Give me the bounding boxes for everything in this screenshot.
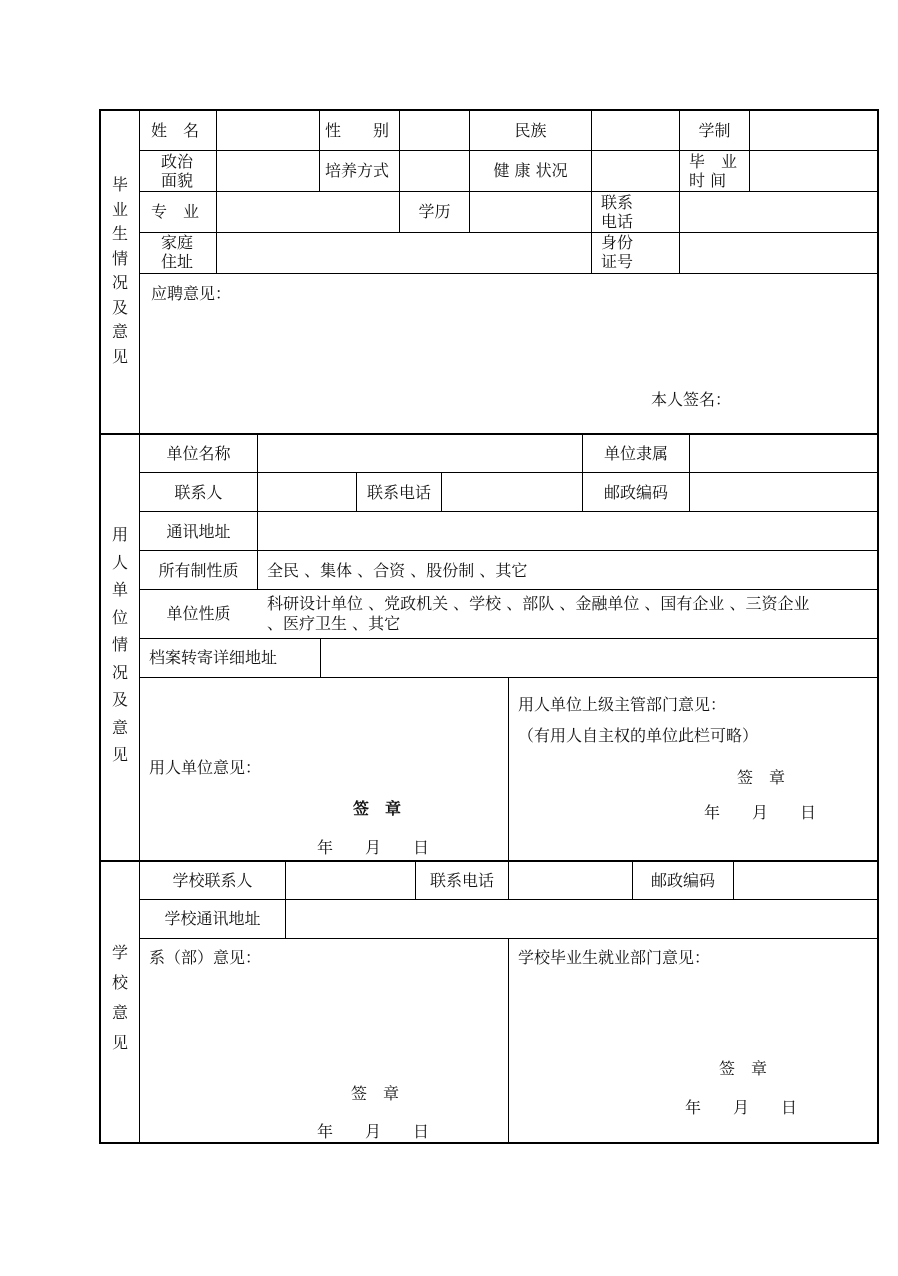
health-label: 健 康 状况 xyxy=(493,161,568,180)
department-opinion-label: 系（部）意见： xyxy=(149,948,262,967)
unit-name-field[interactable] xyxy=(258,435,582,472)
unit-affiliation-label: 单位隶属 xyxy=(603,444,668,463)
political-status-label-l1: 政治 xyxy=(161,152,194,171)
employer-phone-field[interactable] xyxy=(442,473,582,511)
contact-person-label: 联系人 xyxy=(174,483,223,502)
department-date: 年 月 日 xyxy=(317,1122,430,1141)
employer-phone-label: 联系电话 xyxy=(366,483,431,502)
ownership-options[interactable]: 全民 、集体 、合资 、股份制 、其它 xyxy=(267,561,528,580)
id-number-label-l2: 证号 xyxy=(601,252,634,271)
ethnicity-field[interactable] xyxy=(592,111,679,150)
political-status-label-l2: 面貌 xyxy=(161,171,194,190)
schooling-label: 学制 xyxy=(698,121,731,140)
school-contact-label: 学校联系人 xyxy=(172,871,253,890)
supervisor-seal-label: 签 章 xyxy=(737,768,786,787)
unit-name-label: 单位名称 xyxy=(166,444,231,463)
unit-type-options-line1[interactable]: 科研设计单位 、党政机关 、学校 、部队 、金融单位 、国有企业 、三资企业 xyxy=(267,594,810,613)
education-label: 学历 xyxy=(418,202,451,221)
home-address-field[interactable] xyxy=(217,233,591,273)
employer-section-label: 用人单位情况及意见 xyxy=(111,525,128,764)
ownership-label: 所有制性质 xyxy=(158,561,239,580)
health-field[interactable] xyxy=(592,151,679,191)
major-field[interactable] xyxy=(217,192,399,232)
application-opinion-label: 应聘意见： xyxy=(151,284,232,303)
supervisor-note: （有用人自主权的单位此栏可略） xyxy=(518,726,759,745)
employer-opinion-label: 用人单位意见： xyxy=(149,758,262,777)
contact-phone-field[interactable] xyxy=(680,192,877,232)
schooling-field[interactable] xyxy=(750,111,877,150)
employment-agreement-form xyxy=(99,109,879,1144)
application-opinion-field[interactable] xyxy=(140,306,877,386)
school-contact-field[interactable] xyxy=(286,862,415,899)
archive-address-field[interactable] xyxy=(321,639,877,677)
row-divider xyxy=(139,273,877,274)
department-seal-label: 签 章 xyxy=(351,1084,400,1103)
name-field[interactable] xyxy=(217,111,319,150)
training-mode-field[interactable] xyxy=(400,151,469,191)
gender-label: 性 别 xyxy=(325,121,390,140)
employer-seal-label: 签 章 xyxy=(353,799,402,818)
signature-label: 本人签名： xyxy=(651,390,732,409)
name-label: 姓 名 xyxy=(151,121,200,140)
supervisor-date: 年 月 日 xyxy=(704,803,817,822)
school-address-label: 学校通讯地址 xyxy=(164,909,261,928)
education-field[interactable] xyxy=(470,192,591,232)
employer-date: 年 月 日 xyxy=(317,838,430,857)
archive-address-label: 档案转寄详细地址 xyxy=(149,648,278,667)
employment-office-opinion-label: 学校毕业生就业部门意见： xyxy=(518,948,711,967)
employment-office-seal-label: 签 章 xyxy=(719,1059,768,1078)
graduate-section-label: 毕业生情况及意见 xyxy=(111,175,128,366)
school-phone-field[interactable] xyxy=(509,862,632,899)
major-label: 专 业 xyxy=(151,202,200,221)
employer-postcode-field[interactable] xyxy=(690,473,877,511)
label-column-divider xyxy=(139,111,140,1142)
political-status-field[interactable] xyxy=(217,151,319,191)
contact-phone-label-l1: 联系 xyxy=(601,193,634,212)
mail-address-field[interactable] xyxy=(258,512,877,550)
mail-address-label: 通讯地址 xyxy=(166,522,231,541)
home-address-label-l2: 住址 xyxy=(161,252,194,271)
school-postcode-field[interactable] xyxy=(734,862,877,899)
col-divider xyxy=(508,938,509,1142)
col-divider xyxy=(319,111,320,191)
unit-type-label: 单位性质 xyxy=(166,604,231,623)
contact-person-field[interactable] xyxy=(258,473,356,511)
training-mode-label: 培养方式 xyxy=(325,161,390,180)
row-divider xyxy=(139,550,877,551)
col-divider xyxy=(508,677,509,860)
school-section-label: 学校意见 xyxy=(111,943,128,1052)
signature-field[interactable] xyxy=(731,386,871,414)
school-phone-label: 联系电话 xyxy=(429,871,494,890)
contact-phone-label-l2: 电话 xyxy=(601,212,634,231)
unit-affiliation-field[interactable] xyxy=(690,435,877,472)
ethnicity-label: 民族 xyxy=(514,121,547,140)
id-number-field[interactable] xyxy=(680,233,877,273)
id-number-label-l1: 身份 xyxy=(601,233,634,252)
supervisor-opinion-label: 用人单位上级主管部门意见： xyxy=(518,695,727,714)
home-address-label-l1: 家庭 xyxy=(161,233,194,252)
graduation-time-label-l1: 毕 业 xyxy=(689,152,738,171)
school-address-field[interactable] xyxy=(286,900,877,938)
graduation-time-label-l2: 时 间 xyxy=(689,171,727,190)
graduation-time-field[interactable] xyxy=(750,151,877,191)
unit-type-options-line2[interactable]: 、医疗卫生 、其它 xyxy=(267,614,401,633)
gender-field[interactable] xyxy=(400,111,469,150)
school-postcode-label: 邮政编码 xyxy=(650,871,715,890)
row-divider xyxy=(139,589,877,590)
employer-postcode-label: 邮政编码 xyxy=(603,483,668,502)
employment-office-date: 年 月 日 xyxy=(685,1098,798,1117)
